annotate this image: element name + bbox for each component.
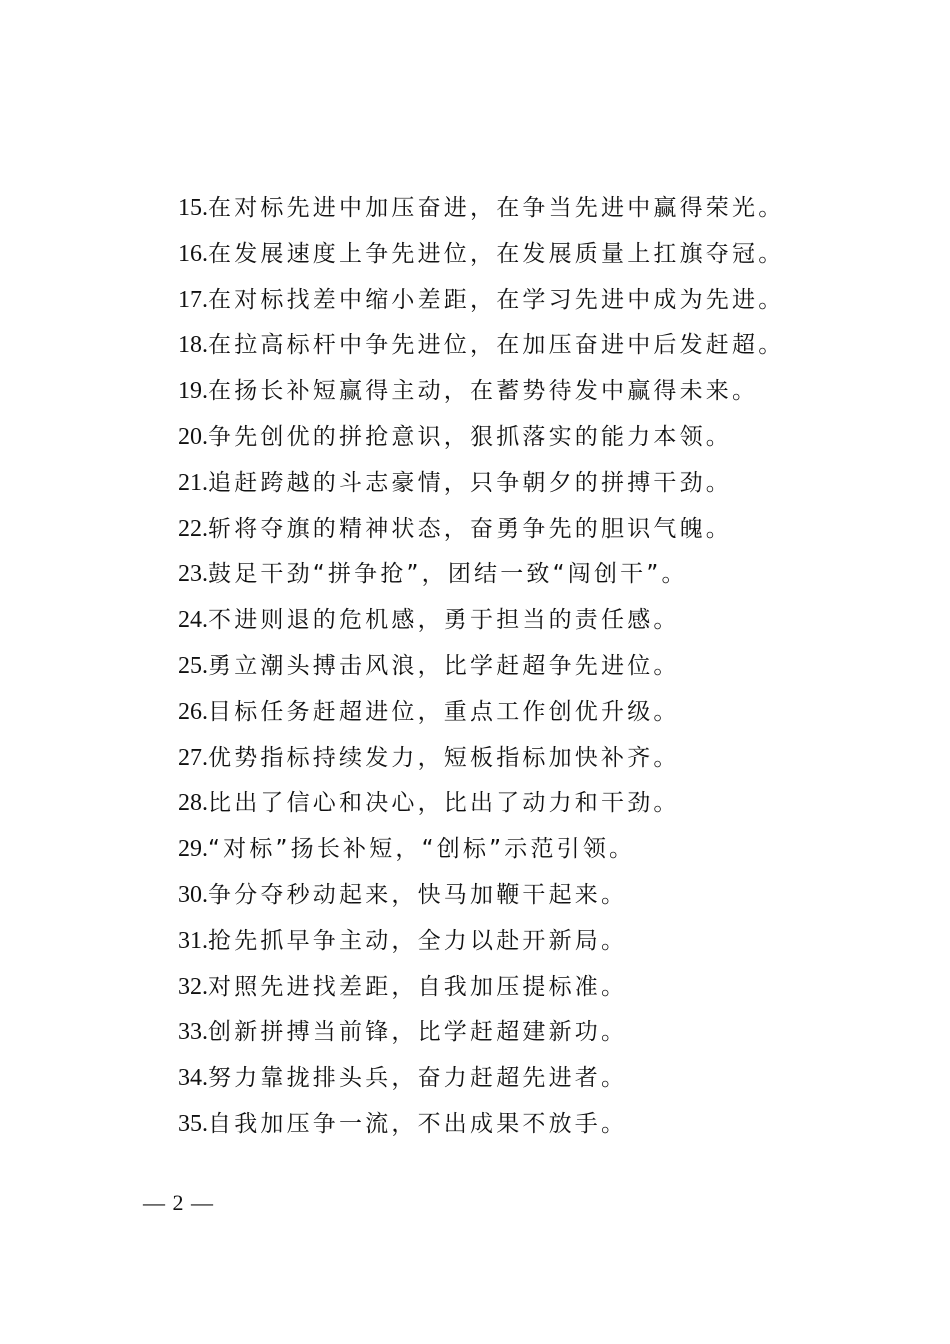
- item-number: 34.: [178, 1065, 208, 1092]
- item-number: 27.: [178, 744, 208, 771]
- item-text: 在对标找差中缩小差距，在学习先进中成为先进。: [208, 286, 785, 313]
- list-item: [178, 827, 878, 873]
- list-item: [178, 323, 878, 369]
- list-item: [178, 186, 878, 232]
- item-number: 18.: [178, 332, 208, 359]
- item-number: 35.: [178, 1110, 208, 1137]
- item-text: 在对标先进中加压奋进，在争当先进中赢得荣光。: [208, 195, 785, 221]
- item-text: 努力靠拢排头兵，奋力赶超先进者。: [208, 1065, 628, 1092]
- page-number: — 2 —: [143, 1190, 214, 1215]
- item-number: 26.: [178, 698, 208, 725]
- item-text: 自我加压争一流，不出成果不放手。: [208, 1110, 628, 1137]
- list-item: [178, 461, 878, 507]
- item-text: 在扬长补短赢得主动，在蓄势待发中赢得未来。: [208, 378, 759, 405]
- list-item: [178, 1010, 878, 1056]
- list-item: [178, 1056, 878, 1102]
- list-item: [178, 369, 878, 415]
- item-text: “对标”扬长补短，“创标”示范引领。: [208, 836, 636, 863]
- list-item: [178, 873, 878, 919]
- list-item: [178, 690, 878, 736]
- list-item: [178, 232, 878, 278]
- item-text: 在拉高标杆中争先进位，在加压奋进中后发赶超。: [208, 332, 785, 359]
- list-item: [178, 781, 878, 827]
- item-number: 15.: [178, 195, 208, 221]
- item-number: 31.: [178, 927, 208, 954]
- list-item: [178, 552, 878, 598]
- item-text: 创新拼搏当前锋，比学赶超建新功。: [208, 1019, 628, 1046]
- item-text: 鼓足干劲“拼争抢”，团结一致“闯创干”。: [208, 561, 688, 588]
- item-text: 对照先进找差距，自我加压提标准。: [208, 973, 628, 1000]
- list-item: [178, 415, 878, 461]
- item-number: 33.: [178, 1019, 208, 1046]
- item-number: 19.: [178, 378, 208, 405]
- item-text: 优势指标持续发力，短板指标加快补齐。: [208, 744, 680, 771]
- item-number: 28.: [178, 790, 208, 817]
- item-text: 在发展速度上争先进位，在发展质量上扛旗夺冠。: [208, 240, 785, 267]
- list-item: [178, 644, 878, 690]
- list-item: [178, 965, 878, 1011]
- list-item: [178, 598, 878, 644]
- item-number: 20.: [178, 423, 208, 450]
- list-item: [178, 1102, 878, 1148]
- list-item: [178, 736, 878, 782]
- list-item: [178, 278, 878, 324]
- list-item: [178, 919, 878, 965]
- item-text: 争分夺秒动起来，快马加鞭干起来。: [208, 881, 628, 908]
- item-text: 勇立潮头搏击风浪，比学赶超争先进位。: [208, 652, 680, 679]
- item-number: 23.: [178, 561, 208, 588]
- item-number: 16.: [178, 240, 208, 267]
- item-number: 24.: [178, 607, 208, 634]
- item-number: 30.: [178, 881, 208, 908]
- slogan-list: [178, 186, 878, 1148]
- item-number: 29.: [178, 836, 208, 863]
- item-text: 斩将夺旗的精神状态，奋勇争先的胆识气魄。: [208, 515, 732, 542]
- item-text: 目标任务赶超进位，重点工作创优升级。: [208, 698, 680, 725]
- item-number: 22.: [178, 515, 208, 542]
- item-text: 不进则退的危机感，勇于担当的责任感。: [208, 607, 680, 634]
- list-item: [178, 507, 878, 553]
- item-number: 21.: [178, 469, 208, 496]
- item-text: 抢先抓早争主动，全力以赴开新局。: [208, 927, 628, 954]
- item-number: 17.: [178, 286, 208, 313]
- item-number: 32.: [178, 973, 208, 1000]
- item-text: 比出了信心和决心，比出了动力和干劲。: [208, 790, 680, 817]
- item-text: 争先创优的拼抢意识，狠抓落实的能力本领。: [208, 423, 732, 450]
- item-number: 25.: [178, 652, 208, 679]
- item-text: 追赶跨越的斗志豪情，只争朝夕的拼搏干劲。: [208, 469, 732, 496]
